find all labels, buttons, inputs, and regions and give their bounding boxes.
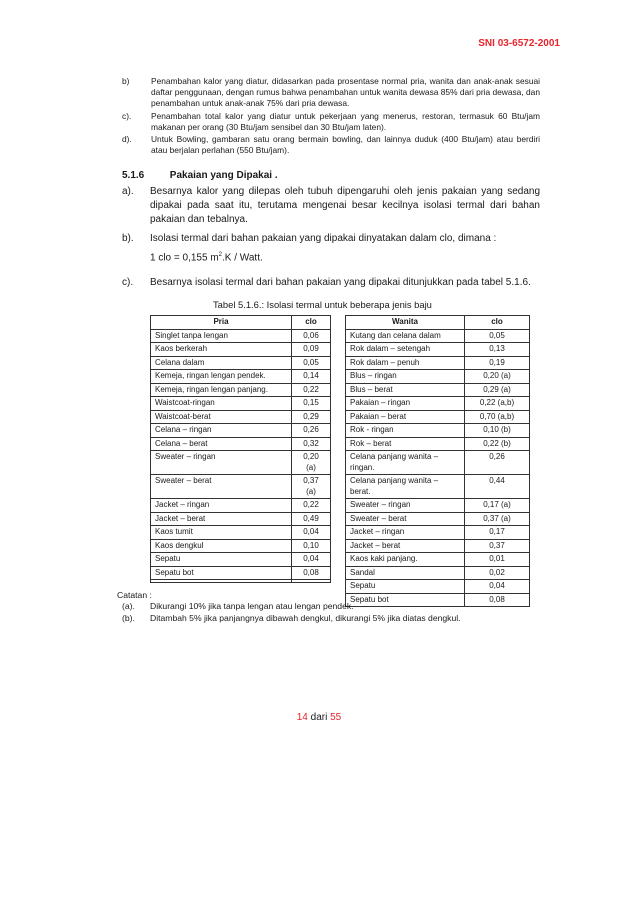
table-row <box>346 593 530 607</box>
table-row <box>151 566 331 580</box>
page-of-word: dari <box>310 712 328 723</box>
note-item <box>122 134 540 156</box>
table-row <box>151 424 331 438</box>
clo-value-cell: 0,02 <box>465 566 530 580</box>
clo-value-cell: 0,22 <box>292 383 331 397</box>
table-row <box>346 356 530 370</box>
garment-cell: Pakaian – berat <box>346 410 465 424</box>
clo-value-cell: 0,32 <box>292 437 331 451</box>
garment-cell: Sepatu bot <box>151 566 292 580</box>
clo-value-cell: 0,10 <box>292 539 331 553</box>
table-row <box>346 512 530 526</box>
table-row <box>346 553 530 567</box>
table-row <box>151 329 331 343</box>
garment-cell: Kemeja, ringan lengan pendek. <box>151 370 292 384</box>
table-row <box>346 499 530 513</box>
document-code: SNI 03-6572-2001 <box>478 38 560 49</box>
note-item <box>122 76 540 110</box>
garment-cell: Waistcoat-berat <box>151 410 292 424</box>
section-heading <box>122 170 278 181</box>
table-row <box>151 370 331 384</box>
paragraph-label: a). <box>122 186 134 197</box>
garment-cell: Celana panjang wanita – berat. <box>346 475 465 499</box>
table-row <box>346 383 530 397</box>
clo-value-cell <box>292 580 331 583</box>
notes-list <box>122 76 540 157</box>
page-number: 14 <box>296 712 308 723</box>
clo-value-cell: 0,15 <box>292 397 331 411</box>
note-text: Untuk Bowling, gambaran satu orang bermain bowling, dan lainnya duduk (400 Btu/jam) atau berdiri atau berjalan perlahan (550 Btu/jam). <box>151 134 540 156</box>
table-pria <box>150 315 331 583</box>
garment-cell: Kutang dan celana dalam <box>346 329 465 343</box>
table-row <box>346 424 530 438</box>
column-header: Pria <box>151 316 292 330</box>
table-row <box>151 539 331 553</box>
paragraph-label: c). <box>122 277 134 288</box>
garment-cell: Kaos dengkul <box>151 539 292 553</box>
table-row <box>346 451 530 475</box>
garment-cell: Kaos kaki panjang. <box>346 553 465 567</box>
garment-cell: Rok dalam – setengah <box>346 343 465 357</box>
page-footer <box>0 712 638 723</box>
garment-cell: Pakaian – ringan <box>346 397 465 411</box>
garment-cell: Rok – berat <box>346 437 465 451</box>
table-row <box>151 343 331 357</box>
table-row <box>346 539 530 553</box>
note-label: b) <box>122 76 130 86</box>
clo-value-cell: 0,17 (a) <box>465 499 530 513</box>
garment-cell: Blus – ringan <box>346 370 465 384</box>
clo-value-cell: 0,01 <box>465 553 530 567</box>
note-label: c). <box>122 110 132 121</box>
paragraph-text: Isolasi termal dari bahan pakaian yang dipakai dinyatakan dalam clo, dimana : <box>150 233 497 244</box>
column-header: clo <box>292 316 331 330</box>
clo-value-cell: 0,06 <box>292 329 331 343</box>
formula-exponent: 2 <box>218 252 222 258</box>
garment-cell: Sweater – ringan <box>151 451 292 475</box>
clo-value-cell: 0,44 <box>465 475 530 499</box>
clo-value-cell: 0,05 <box>292 356 331 370</box>
table-row <box>346 566 530 580</box>
clo-value-cell: 0,05 <box>465 329 530 343</box>
table-header-row <box>151 316 331 330</box>
garment-cell: Kaos tumit <box>151 526 292 540</box>
garment-cell: Jacket – berat <box>346 539 465 553</box>
paragraph-text: Besarnya isolasi termal dari bahan pakaian yang dipakai ditunjukkan pada tabel 5.1.6. <box>150 277 531 288</box>
table-row <box>346 580 530 594</box>
table-row <box>151 526 331 540</box>
column-header: Wanita <box>346 316 465 330</box>
garment-cell: Singlet tanpa lengan <box>151 329 292 343</box>
note-item <box>122 111 540 133</box>
page-total: 55 <box>330 712 342 723</box>
clo-value-cell: 0,14 <box>292 370 331 384</box>
clo-value-cell: 0,08 <box>465 593 530 607</box>
table-row <box>151 437 331 451</box>
clo-value-cell: 0,20 (a) <box>465 370 530 384</box>
catatan-text: Ditambah 5% jika panjangnya dibawah dengkul, dikurangi 5% jika diatas dengkul. <box>150 613 461 623</box>
garment-cell: Sandal <box>346 566 465 580</box>
table-row <box>151 410 331 424</box>
clo-value-cell: 0,37 <box>465 539 530 553</box>
garment-cell <box>151 580 292 583</box>
table-row <box>346 475 530 499</box>
clo-value-cell: 0,70 (a,b) <box>465 410 530 424</box>
clo-value-cell: 0,37 (a) <box>465 512 530 526</box>
garment-cell: Rok dalam – penuh <box>346 356 465 370</box>
clo-formula <box>150 252 263 263</box>
clo-value-cell: 0,10 (b) <box>465 424 530 438</box>
clo-value-cell: 0,04 <box>465 580 530 594</box>
table-wanita <box>345 315 530 607</box>
garment-cell: Blus – berat <box>346 383 465 397</box>
garment-cell: Sweater – berat <box>346 512 465 526</box>
clo-value-cell: 0,17 <box>465 526 530 540</box>
table-caption: Tabel 5.1.6.: Isolasi termal untuk beberapa jenis baju <box>213 299 432 310</box>
table-header-row <box>346 316 530 330</box>
note-text: Penambahan total kalor yang diatur untuk pekerjaan yang menerus, restoran, termasuk 60 Btu/jam makanan per orang (30 Btu/jam sensibel dan 30 Btu/jam laten). <box>151 110 540 132</box>
section-title: Pakaian yang Dipakai . <box>169 170 278 181</box>
table-row <box>151 451 331 475</box>
garment-cell: Sepatu bot <box>346 593 465 607</box>
clo-value-cell: 0,26 <box>465 451 530 475</box>
paragraph-a <box>122 185 540 227</box>
paragraph-c <box>122 276 540 290</box>
table-row <box>151 553 331 567</box>
table-row <box>346 437 530 451</box>
clo-value-cell: 0,04 <box>292 553 331 567</box>
garment-cell: Celana panjang wanita – ringan. <box>346 451 465 475</box>
catatan-item <box>122 613 461 624</box>
garment-cell: Sepatu <box>346 580 465 594</box>
garment-cell: Waistcoat-ringan <box>151 397 292 411</box>
garment-cell: Sweater – berat <box>151 475 292 499</box>
clo-value-cell: 0,29 (a) <box>465 383 530 397</box>
formula-right: .K / Watt. <box>222 252 263 264</box>
garment-cell: Jacket – ringan <box>346 526 465 540</box>
table-row <box>346 370 530 384</box>
table-row <box>151 512 331 526</box>
clo-value-cell: 0,20 (a) <box>292 451 331 475</box>
garment-cell: Celana – berat <box>151 437 292 451</box>
clo-value-cell: 0,19 <box>465 356 530 370</box>
clo-value-cell: 0,22 (b) <box>465 437 530 451</box>
formula-left: 1 clo = 0,155 m <box>150 252 219 264</box>
clo-value-cell: 0,22 (a,b) <box>465 397 530 411</box>
table-row <box>346 397 530 411</box>
garment-cell: Celana – ringan <box>151 424 292 438</box>
clo-value-cell: 0,49 <box>292 512 331 526</box>
catatan-text: Dikurangi 10% jika tanpa lengan atau lengan pendek. <box>150 601 354 611</box>
garment-cell: Kaos berkerah <box>151 343 292 357</box>
clo-value-cell: 0,26 <box>292 424 331 438</box>
note-text: Penambahan kalor yang diatur, didasarkan pada prosentase normal pria, wanita dan anak-anak sesuai daftar penggunaan, dengan rumus bahwa penambahan untuk wanita dewasa 85% dari pria dewasa, dan penambahan untuk anak-anak 75% dari pria dewasa. <box>151 76 540 109</box>
table-row <box>151 356 331 370</box>
garment-cell: Kemeja, ringan lengan panjang. <box>151 383 292 397</box>
table-row <box>151 397 331 411</box>
garment-cell: Sweater – ringan <box>346 499 465 513</box>
clo-value-cell: 0,37 (a) <box>292 475 331 499</box>
garment-cell: Jacket – ringan <box>151 499 292 513</box>
clo-value-cell: 0,13 <box>465 343 530 357</box>
catatan-item <box>122 601 354 612</box>
paragraph-b <box>122 232 540 246</box>
table-row <box>151 383 331 397</box>
table-row <box>151 499 331 513</box>
table-row <box>151 475 331 499</box>
catatan-label: (a). <box>122 601 135 611</box>
column-header: clo <box>465 316 530 330</box>
table-row <box>346 343 530 357</box>
paragraph-label: b). <box>122 233 134 244</box>
section-number: 5.1.6 <box>122 170 145 181</box>
clo-value-cell: 0,22 <box>292 499 331 513</box>
table-row <box>346 410 530 424</box>
note-label: d). <box>122 134 132 145</box>
table-row <box>346 526 530 540</box>
paragraph-text: Besarnya kalor yang dilepas oleh tubuh dipengaruhi oleh jenis pakaian yang sedang dipakai pada saat itu, terutama mengenai besar kecilnya isolasi termal dari bahan pakaian dan tebalnya. <box>150 186 540 225</box>
catatan-title: Catatan : <box>117 590 152 600</box>
clo-value-cell: 0,08 <box>292 566 331 580</box>
garment-cell: Celana dalam <box>151 356 292 370</box>
clo-value-cell: 0,04 <box>292 526 331 540</box>
catatan-label: (b). <box>122 613 135 623</box>
table-row <box>346 329 530 343</box>
clo-value-cell: 0,29 <box>292 410 331 424</box>
table-row <box>151 580 331 583</box>
garment-cell: Jacket – berat <box>151 512 292 526</box>
garment-cell: Sepatu <box>151 553 292 567</box>
clo-value-cell: 0,09 <box>292 343 331 357</box>
garment-cell: Rok - ringan <box>346 424 465 438</box>
